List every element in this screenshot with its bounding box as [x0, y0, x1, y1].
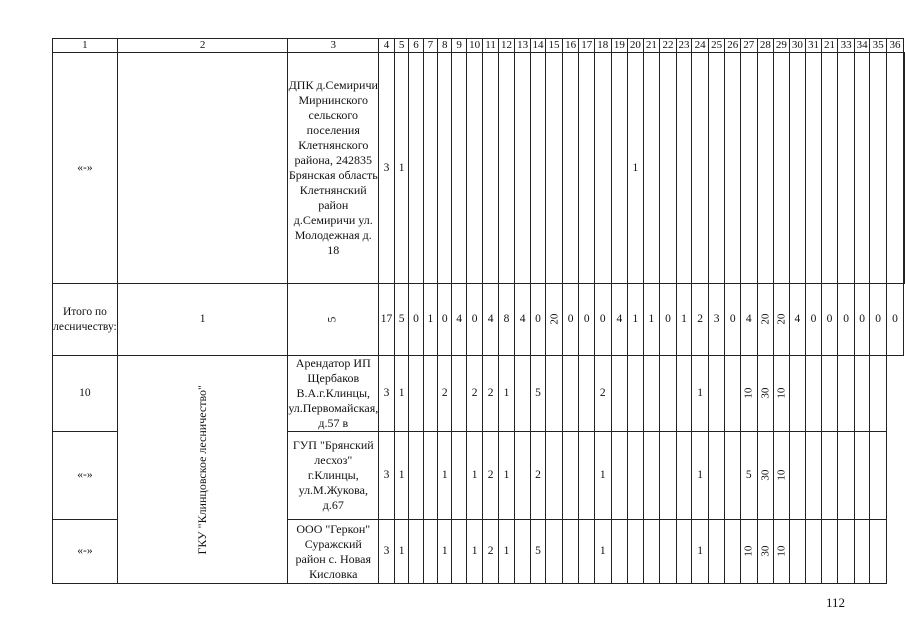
value-cell [676, 53, 691, 284]
value-cell [530, 53, 545, 284]
value-cell: 0 [806, 284, 821, 356]
organization-cell: Арендатор ИП Щербаков В.А.г.Клинцы, ул.Первомайская, д.57 в [288, 356, 379, 430]
value-cell [409, 356, 423, 432]
header-cell: 1 [53, 39, 118, 53]
value-cell: 1 [676, 284, 691, 356]
header-cell: 15 [546, 39, 563, 53]
value-cell [594, 53, 611, 284]
value-cell [546, 53, 563, 284]
header-cell: 33 [838, 39, 855, 53]
header-cell: 23 [676, 39, 691, 53]
value-cell [774, 432, 789, 520]
header-cell: 4 [379, 39, 395, 53]
value-cell [452, 53, 466, 284]
value-cell: 1 [394, 520, 408, 584]
value-cell [725, 432, 740, 520]
header-cell: 14 [530, 39, 545, 53]
row-label-cell: 10 [53, 356, 118, 432]
value-cell [886, 53, 903, 284]
value-cell-text: 20 [759, 313, 772, 325]
value-cell-text: 10 [775, 545, 788, 557]
value-cell [774, 53, 789, 284]
value-cell [789, 432, 806, 520]
value-cell: 2 [692, 284, 709, 356]
value-cell: 8 [498, 284, 515, 356]
value-cell [854, 432, 869, 520]
header-cell: 13 [515, 39, 530, 53]
value-cell: 5 [530, 356, 545, 432]
value-cell: 1 [628, 284, 643, 356]
value-cell: 0 [821, 284, 838, 356]
value-cell: 4 [452, 284, 466, 356]
header-cell: 36 [886, 39, 903, 53]
org-total-cell [288, 284, 379, 356]
table-row [53, 284, 905, 356]
value-cell [806, 53, 821, 284]
district-cell-empty [117, 53, 287, 284]
value-cell [838, 520, 855, 584]
value-cell [821, 356, 838, 432]
forestry-table [52, 38, 905, 584]
value-cell: 0 [870, 284, 887, 356]
value-cell [708, 520, 725, 584]
value-cell: 2 [466, 356, 483, 432]
value-cell: 2 [483, 520, 498, 584]
value-cell: 5 [394, 284, 408, 356]
header-cell: 6 [409, 39, 423, 53]
value-cell [676, 432, 691, 520]
value-cell [562, 53, 579, 284]
header-row [53, 39, 905, 53]
value-cell: 1 [466, 520, 483, 584]
value-cell [676, 520, 691, 584]
value-cell [423, 53, 437, 284]
value-cell [423, 432, 437, 520]
value-cell: 4 [611, 284, 628, 356]
org-total-cell-text: 5 [326, 316, 339, 323]
row-label-cell: «-» [53, 520, 118, 584]
row-label-cell: «-» [53, 53, 118, 284]
value-cell: 5 [740, 432, 757, 520]
value-cell-text: 10 [742, 545, 755, 557]
value-cell-text: 20 [547, 313, 560, 325]
value-cell-text: 20 [775, 313, 788, 325]
value-cell: 0 [579, 284, 594, 356]
value-cell [611, 432, 628, 520]
value-cell: 1 [643, 284, 660, 356]
value-cell: 1 [692, 432, 709, 520]
value-cell: 4 [740, 284, 757, 356]
value-cell [774, 520, 789, 584]
value-cell [854, 520, 869, 584]
value-cell [452, 432, 466, 520]
header-cell: 21 [821, 39, 838, 53]
value-cell: 3 [379, 432, 395, 520]
value-cell [611, 356, 628, 432]
organization-cell: ООО "Геркон" Суражский район с. Новая Кисловка [288, 520, 379, 584]
value-cell [725, 53, 740, 284]
value-cell [643, 520, 660, 584]
value-cell [611, 53, 628, 284]
value-cell: 1 [394, 432, 408, 520]
header-cell: 20 [628, 39, 643, 53]
organization-cell: ГУП "Брянский лесхоз" г.Клинцы, ул.М.Жукова, д.67 [288, 432, 379, 520]
header-cell: 9 [452, 39, 466, 53]
header-cell: 18 [594, 39, 611, 53]
value-cell [643, 53, 660, 284]
value-cell: 0 [725, 284, 740, 356]
header-cell: 35 [870, 39, 887, 53]
value-cell: 4 [483, 284, 498, 356]
value-cell [515, 53, 530, 284]
header-cell: 3 [288, 39, 379, 53]
header-cell: 16 [562, 39, 579, 53]
value-cell: 0 [409, 284, 423, 356]
value-cell [660, 53, 677, 284]
header-cell: 34 [854, 39, 869, 53]
value-cell: 4 [515, 284, 530, 356]
value-cell [806, 356, 821, 432]
value-cell [740, 520, 757, 584]
table-row [53, 53, 905, 284]
value-cell [660, 520, 677, 584]
header-cell: 28 [757, 39, 774, 53]
header-cell: 7 [423, 39, 437, 53]
page-number: 112 [826, 595, 846, 610]
value-cell [611, 520, 628, 584]
value-cell: 1 [498, 356, 515, 432]
value-cell [409, 432, 423, 520]
value-cell: 2 [483, 356, 498, 432]
district-total-cell: 1 [117, 284, 287, 356]
value-cell [740, 356, 757, 432]
value-cell [870, 520, 887, 584]
value-cell [854, 356, 869, 432]
value-cell [628, 356, 643, 432]
value-cell-text: 30 [759, 545, 772, 557]
value-cell: 1 [692, 520, 709, 584]
header-cell: 30 [789, 39, 806, 53]
district-name-cell-text: ГКУ "Клинцовское лесничество" [194, 384, 209, 555]
value-cell [789, 53, 806, 284]
value-cell [628, 520, 643, 584]
value-cell: 17 [379, 284, 395, 356]
value-cell [562, 356, 579, 432]
value-cell: 1 [594, 520, 611, 584]
value-cell: 0 [466, 284, 483, 356]
value-cell: 5 [530, 520, 545, 584]
value-cell [838, 432, 855, 520]
value-cell: 3 [379, 53, 395, 284]
header-cell: 29 [774, 39, 789, 53]
header-cell: 12 [498, 39, 515, 53]
value-cell: 2 [594, 356, 611, 432]
header-cell: 31 [806, 39, 821, 53]
value-cell [423, 520, 437, 584]
value-cell: 1 [594, 432, 611, 520]
value-cell: 0 [594, 284, 611, 356]
value-cell [757, 356, 774, 432]
value-cell [854, 53, 869, 284]
value-cell [821, 53, 838, 284]
header-cell: 27 [740, 39, 757, 53]
value-cell [409, 53, 423, 284]
value-cell [870, 356, 887, 432]
value-cell [515, 432, 530, 520]
value-cell: 0 [886, 284, 903, 356]
header-cell: 10 [466, 39, 483, 53]
value-cell [789, 356, 806, 432]
header-cell: 19 [611, 39, 628, 53]
value-cell: 3 [379, 356, 395, 432]
header-cell: 11 [483, 39, 498, 53]
value-cell [757, 284, 774, 356]
header-cell: 22 [660, 39, 677, 53]
row-label-cell: «-» [53, 432, 118, 520]
value-cell: 1 [498, 432, 515, 520]
value-cell [774, 356, 789, 432]
value-cell [423, 356, 437, 432]
value-cell: 1 [438, 520, 452, 584]
value-cell [579, 53, 594, 284]
value-cell [579, 356, 594, 432]
value-cell [579, 432, 594, 520]
value-cell [483, 53, 498, 284]
value-cell [692, 53, 709, 284]
value-cell-text: 30 [759, 387, 772, 399]
value-cell [870, 53, 887, 284]
value-cell [438, 53, 452, 284]
value-cell: 1 [438, 432, 452, 520]
value-cell [515, 356, 530, 432]
value-cell [546, 284, 563, 356]
value-cell [660, 356, 677, 432]
value-cell [546, 356, 563, 432]
table-row [53, 356, 905, 432]
value-cell-text: 10 [775, 387, 788, 399]
value-cell [579, 520, 594, 584]
value-cell [806, 432, 821, 520]
header-cell: 24 [692, 39, 709, 53]
header-cell: 17 [579, 39, 594, 53]
header-cell: 25 [708, 39, 725, 53]
header-cell: 5 [394, 39, 408, 53]
value-cell [757, 53, 774, 284]
header-cell: 8 [438, 39, 452, 53]
value-cell: 1 [692, 356, 709, 432]
organization-cell: ДПК д.Семиричи Мирнинского сельского поселения Клетнянского района, 242835 Брянская область Клетнянский район д.Семиричи ул. Молодежная д. 18 [288, 53, 379, 284]
value-cell [562, 520, 579, 584]
value-cell [838, 53, 855, 284]
value-cell: 2 [438, 356, 452, 432]
value-cell [546, 432, 563, 520]
header-cell: 2 [117, 39, 287, 53]
value-cell [409, 520, 423, 584]
value-cell [757, 520, 774, 584]
value-cell [452, 356, 466, 432]
value-cell: 0 [660, 284, 677, 356]
district-name-cell [117, 356, 287, 584]
value-cell: 0 [854, 284, 869, 356]
value-cell [643, 432, 660, 520]
value-cell [546, 520, 563, 584]
value-cell [466, 53, 483, 284]
value-cell [806, 520, 821, 584]
value-cell [821, 520, 838, 584]
value-cell: 1 [628, 53, 643, 284]
row-label-cell: Итого по лесничеству: [53, 284, 118, 356]
value-cell [725, 356, 740, 432]
value-cell: 3 [708, 284, 725, 356]
value-cell [708, 53, 725, 284]
value-cell [740, 53, 757, 284]
value-cell [676, 356, 691, 432]
value-cell [660, 432, 677, 520]
value-cell: 0 [530, 284, 545, 356]
value-cell [643, 356, 660, 432]
value-cell: 2 [530, 432, 545, 520]
value-cell: 1 [394, 356, 408, 432]
value-cell [774, 284, 789, 356]
value-cell-text: 10 [775, 469, 788, 481]
value-cell: 1 [498, 520, 515, 584]
value-cell [789, 520, 806, 584]
value-cell [708, 432, 725, 520]
value-cell: 0 [562, 284, 579, 356]
value-cell-text: 10 [742, 387, 755, 399]
value-cell [498, 53, 515, 284]
value-cell: 2 [483, 432, 498, 520]
value-cell [562, 432, 579, 520]
value-cell [838, 356, 855, 432]
value-cell: 0 [838, 284, 855, 356]
value-cell [708, 356, 725, 432]
value-cell-text: 30 [759, 469, 772, 481]
value-cell: 1 [466, 432, 483, 520]
value-cell [725, 520, 740, 584]
value-cell: 1 [394, 53, 408, 284]
header-cell: 26 [725, 39, 740, 53]
value-cell: 0 [438, 284, 452, 356]
value-cell [628, 432, 643, 520]
header-cell: 21 [643, 39, 660, 53]
value-cell [821, 432, 838, 520]
value-cell [904, 53, 905, 284]
value-cell: 3 [379, 520, 395, 584]
value-cell [515, 520, 530, 584]
value-cell: 1 [423, 284, 437, 356]
value-cell: 4 [789, 284, 806, 356]
value-cell [757, 432, 774, 520]
value-cell [452, 520, 466, 584]
value-cell [870, 432, 887, 520]
